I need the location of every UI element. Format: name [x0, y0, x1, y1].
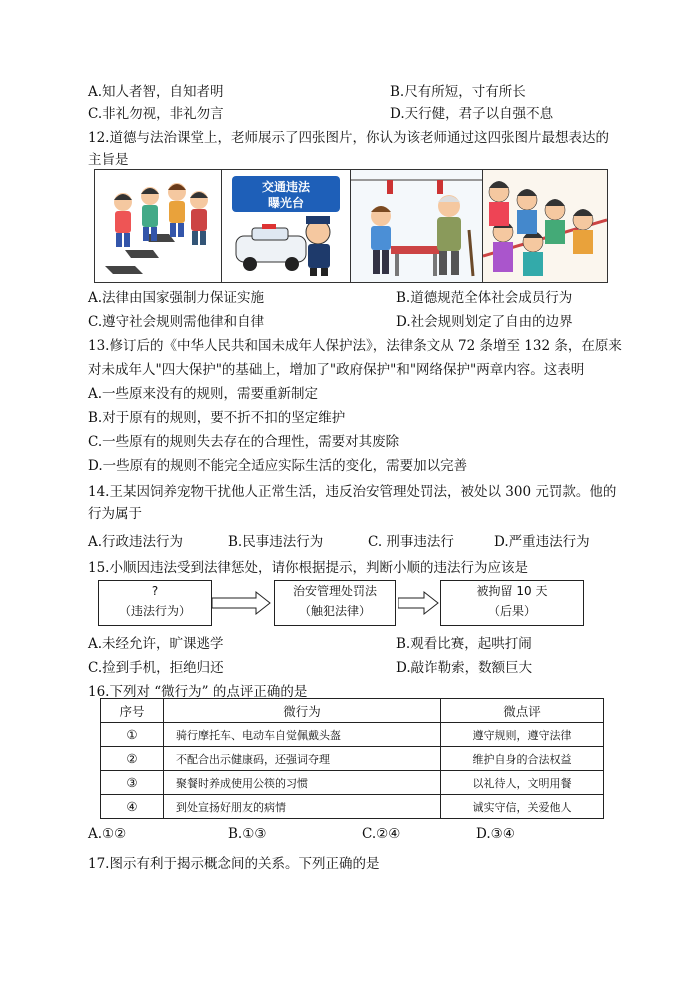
- table-row: [101, 795, 604, 819]
- queueing-people-image: [483, 170, 607, 282]
- q15-option-c: C.捡到手机，拒绝归还: [88, 660, 224, 676]
- header-behavior: 微行为: [164, 699, 441, 723]
- header-comment: 微点评: [441, 699, 604, 723]
- q16-stem: 16.下列对 “微行为” 的点评正确的是: [88, 684, 308, 700]
- q12-stem-line1: 12.道德与法治课堂上，老师展示了四张图片，你认为该老师通过这四张图片最想表达的: [88, 130, 609, 146]
- q13-option-c: C.一些原有的规则失去存在的合理性，需要对其废除: [88, 434, 400, 450]
- flow-arrow-1: [212, 590, 272, 616]
- flow-box-violation-line2: （违法行为）: [118, 604, 191, 618]
- q11-option-a: A.知人者智，自知者明: [88, 84, 224, 100]
- q13-option-d: D.一些原有的规则不能完全适应实际生活的变化，需要加以完善: [88, 458, 468, 474]
- banner-text-2: 曝光台: [267, 196, 304, 210]
- row-index: ①: [101, 723, 164, 747]
- flow-box-violation: [98, 580, 212, 626]
- row-behavior: 到处宣扬好朋友的病情: [164, 795, 441, 819]
- q15-stem: 15.小顺因违法受到法律惩处，请你根据提示，判断小顺的违法行为应该是: [88, 560, 528, 576]
- row-comment: 诚实守信，关爱他人: [441, 795, 604, 819]
- q12-option-a: A.法律由国家强制力保证实施: [88, 290, 265, 306]
- q12-option-b: B.道德规范全体社会成员行为: [396, 290, 573, 306]
- q11-option-d: D.天行健，君子以自强不息: [390, 106, 554, 122]
- row-behavior: 聚餐时养成使用公筷的习惯: [164, 771, 441, 795]
- q13-option-a: A.一些原来没有的规则，需要重新制定: [88, 386, 319, 402]
- row-behavior: 骑行摩托车、电动车自觉佩戴头盔: [164, 723, 441, 747]
- offering-seat-image: [351, 170, 484, 282]
- table-header-row: [101, 699, 604, 723]
- q14-option-a: A.行政违法行为: [88, 534, 184, 550]
- q16-option-a: A.①②: [88, 826, 127, 842]
- q11-option-c: C.非礼勿视，非礼勿言: [88, 106, 224, 122]
- flow-arrow-2: [398, 590, 440, 616]
- q16-table: [100, 698, 604, 819]
- q14-option-d: D.严重违法行为: [494, 534, 590, 550]
- q15-option-d: D.敲诈勒索，数额巨大: [396, 660, 533, 676]
- q15-option-a: A.未经允许，旷课逃学: [88, 636, 224, 652]
- table-row: [101, 747, 604, 771]
- q13-option-b: B.对于原有的规则，要不折不扣的坚定维护: [88, 410, 346, 426]
- q16-option-b: B.①③: [228, 826, 267, 842]
- q14-option-b: B.民事违法行为: [228, 534, 324, 550]
- q16-option-d: D.③④: [476, 826, 515, 842]
- q16-option-c: C.②④: [362, 826, 401, 842]
- q14-stem-line1: 14.王某因饲养宠物干扰他人正常生活，违反治安管理处罚法，被处以 300 元罚款。他的: [88, 484, 617, 500]
- q12-option-d: D.社会规则划定了自由的边界: [396, 314, 573, 330]
- traffic-violation-exposure-image: [222, 170, 351, 282]
- crossing-children-image: [95, 170, 222, 282]
- flow-box-consequence-line1: 被拘留 10 天: [476, 584, 548, 598]
- q11-option-b: B.尺有所短，寸有所长: [390, 84, 526, 100]
- q17-stem: 17.图示有利于揭示概念间的关系。下列正确的是: [88, 856, 380, 872]
- q14-option-c: C. 刑事违法行: [368, 534, 454, 550]
- row-behavior: 不配合出示健康码，还强词夺理: [164, 747, 441, 771]
- q12-image-strip: [94, 169, 608, 283]
- table-row: [101, 771, 604, 795]
- row-comment: 遵守规则，遵守法律: [441, 723, 604, 747]
- banner-text-1: 交通违法: [261, 180, 310, 194]
- flow-box-law-line2: （触犯法律）: [298, 604, 371, 618]
- row-comment: 以礼待人，文明用餐: [441, 771, 604, 795]
- flow-box-law-line1: 治安管理处罚法: [292, 584, 377, 598]
- q15-option-b: B.观看比赛，起哄打闹: [396, 636, 532, 652]
- q13-stem-line1: 13.修订后的《中华人民共和国未成年人保护法》，法律条文从 72 条增至 132 条，在原来: [88, 338, 622, 354]
- q13-stem-line2: 对未成年人"四大保护"的基础上，增加了"政府保护"和"网络保护"两章内容。这表明: [88, 362, 585, 378]
- row-index: ②: [101, 747, 164, 771]
- q12-option-c: C.遵守社会规则需他律和自律: [88, 314, 265, 330]
- flow-box-consequence-line2: （后果）: [487, 604, 536, 618]
- table-row: [101, 723, 604, 747]
- flow-box-violation-line1: ?: [151, 584, 159, 598]
- flow-box-law: [274, 580, 396, 626]
- row-index: ③: [101, 771, 164, 795]
- flow-box-consequence: [440, 580, 584, 626]
- q12-stem-line2: 主旨是: [88, 152, 129, 168]
- header-index: 序号: [101, 699, 164, 723]
- row-comment: 维护自身的合法权益: [441, 747, 604, 771]
- row-index: ④: [101, 795, 164, 819]
- q14-stem-line2: 行为属于: [88, 506, 142, 522]
